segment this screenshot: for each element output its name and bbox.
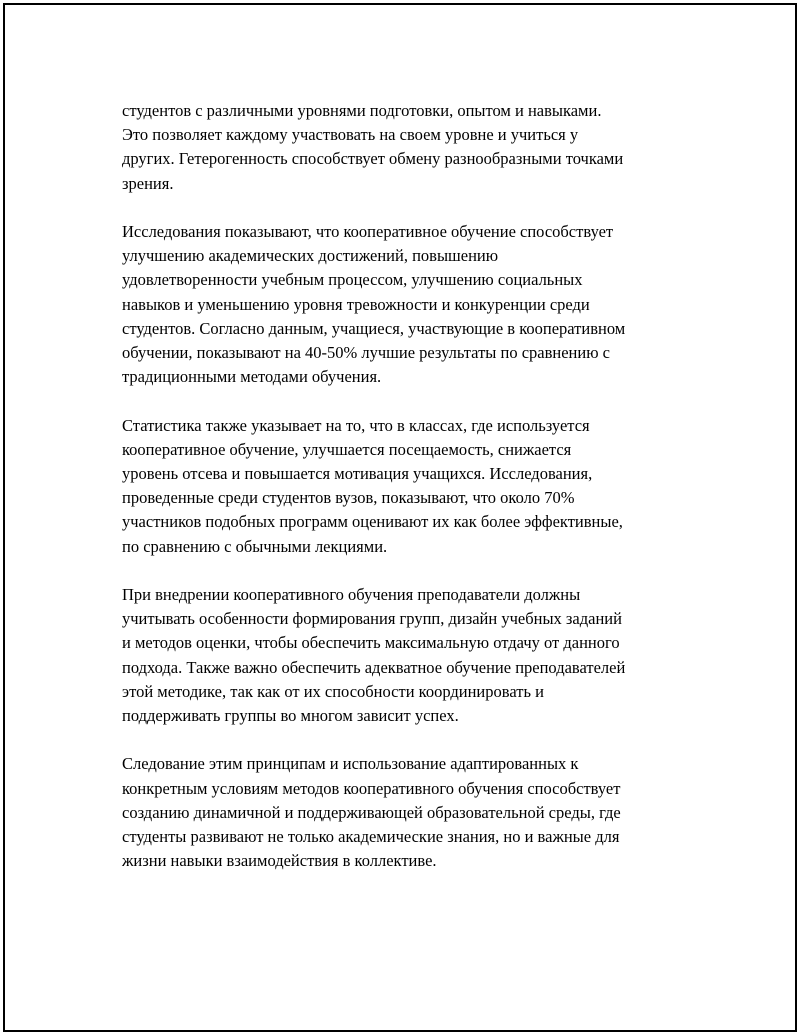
paragraph-5-line-2: конкретным условиям методов кооперативного обучения способствует [122, 778, 621, 798]
paragraph-3-line-4: проведенные среди студентов вузов, показывают, что около 70% [122, 488, 575, 508]
paragraph-2-line-6: обучении, показывают на 40-50% лучшие результаты по сравнению с [122, 343, 610, 363]
paragraph-1-line-1: студентов с различными уровнями подготовки, опытом и навыками. [122, 101, 602, 120]
paragraph-2 [122, 220, 702, 389]
paragraph-2-line-3: удовлетворенности учебным процессом, улучшению социальных [122, 270, 583, 290]
paragraph-4-line-3: и методов оценки, чтобы обеспечить максимальную отдачу от данного [122, 633, 620, 653]
paragraph-1-line-4: зрения. [122, 173, 174, 193]
paragraph-4-line-1: При внедрении кооперативного обучения преподаватели должны [122, 585, 581, 605]
paragraph-2-line-4: навыков и уменьшению уровня тревожности и конкуренции среди [122, 294, 590, 314]
paragraph-3-line-5: участников подобных программ оценивают их как более эффективные, [122, 512, 623, 532]
paragraph-4-line-6: поддерживать группы во многом зависит успех. [122, 706, 459, 726]
paragraph-1-line-3: других. Гетерогенность способствует обмену разнообразными точками [122, 149, 624, 169]
paragraph-2-line-2: улучшению академических достижений, повышению [122, 246, 499, 266]
paragraph-3 [122, 414, 702, 559]
paragraph-5-line-5: жизни навыки взаимодействия в коллективе. [122, 851, 437, 871]
paragraph-4-line-5: этой методике, так как от их способности координировать и [122, 681, 544, 701]
paragraph-5-line-4: студенты развивают не только академические знания, но и важные для [122, 827, 620, 847]
document-body [122, 99, 702, 898]
paragraph-2-line-7: традиционными методами обучения. [122, 367, 382, 387]
paragraph-4-line-2: учитывать особенности формирования групп, дизайн учебных заданий [122, 609, 622, 629]
paragraph-3-line-6: по сравнению с обычными лекциями. [122, 536, 388, 556]
paragraph-2-line-5: студентов. Согласно данным, учащиеся, участвующие в кооперативном [122, 318, 626, 338]
paragraph-3-line-2: кооперативное обучение, улучшается посещаемость, снижается [122, 439, 572, 459]
paragraph-3-line-3: уровень отсева и повышается мотивация учащихся. Исследования, [122, 464, 593, 484]
paragraph-5-line-1: Следование этим принципам и использование адаптированных к [122, 754, 579, 774]
paragraph-5 [122, 752, 702, 873]
page-border [3, 3, 797, 1032]
paragraph-2-line-1: Исследования показывают, что кооперативное обучение способствует [122, 222, 614, 241]
paragraph-4-line-4: подхода. Также важно обеспечить адекватное обучение преподавателей [122, 657, 626, 677]
paragraph-5-line-3: созданию динамичной и поддерживающей образовательной среды, где [122, 802, 621, 822]
paragraph-4 [122, 583, 702, 728]
paragraph-1-line-2: Это позволяет каждому участвовать на своем уровне и учиться у [122, 125, 579, 145]
paragraph-3-line-1: Статистика также указывает на то, что в классах, где используется [122, 415, 590, 435]
paragraph-1 [122, 99, 702, 196]
